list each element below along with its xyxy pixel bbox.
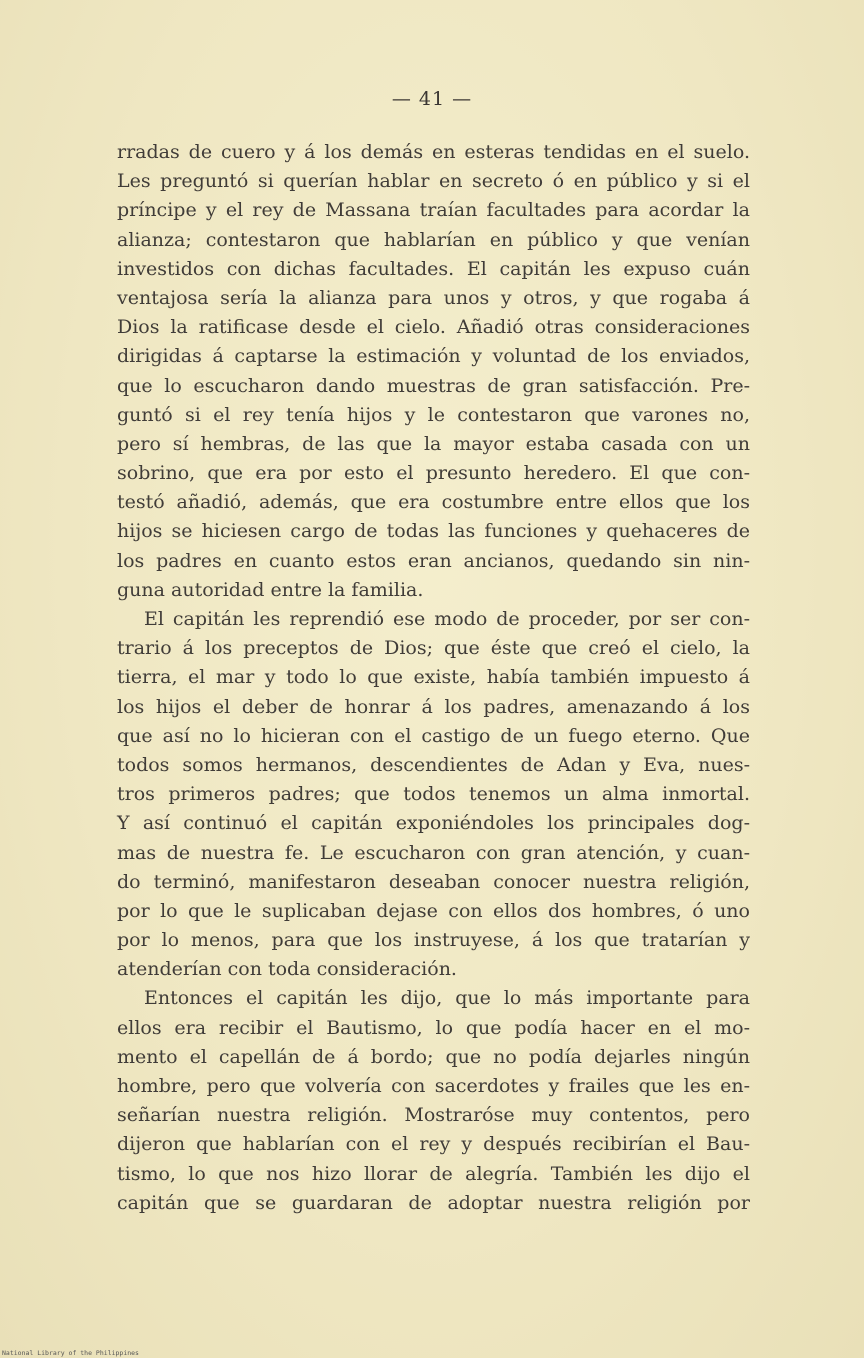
text-line: alianza; contestaron que hablarían en público y que venían [117,228,750,251]
text-line: do terminó, manifestaron deseaban conocer nuestra religión, [117,870,750,893]
text-line: Y así continuó el capitán exponiéndoles los principales dog- [117,812,750,835]
text-line: atenderían con toda consideración. [117,958,457,981]
text-line: por lo que le suplicaban dejase con ellos dos hombres, ó uno [117,899,750,922]
text-line: mento el capellán de á bordo; que no podía dejarles ningún [117,1045,750,1068]
text-line: rradas de cuero y á los demás en esteras tendidas en el suelo. [117,141,750,163]
text-line: investidos con dichas facultades. El capitán les expuso cuán [117,257,750,280]
text-line: por lo menos, para que los instruyese, á los que tratarían y [117,929,750,952]
text-line: ellos era recibir el Bautismo, lo que podía hacer en el mo- [117,1016,750,1039]
text-line: sobrino, que era por esto el presunto heredero. El que con- [117,462,750,485]
text-line: guntó si el rey tenía hijos y le contestaron que varones no, [117,403,750,426]
text-line: testó añadió, además, que era costumbre entre ellos que los [117,491,750,514]
text-line: que así no lo hicieran con el castigo de un fuego eterno. Que [117,724,750,747]
text-line: los hijos el deber de honrar á los padres, amenazando á los [117,695,750,718]
text-line: los padres en cuanto estos eran ancianos, quedando sin nin- [117,549,750,572]
text-line: tismo, lo que nos hizo llorar de alegría. También les dijo el [117,1162,750,1185]
text-line: guna autoridad entre la familia. [117,578,424,601]
body-text [117,138,750,1218]
text-line: trario á los preceptos de Dios; que éste que creó el cielo, la [117,637,750,660]
text-line: capitán que se guardaran de adoptar nuestra religión por [117,1191,750,1214]
text-line: que lo escucharon dando muestras de gran satisfacción. Pre- [117,374,750,397]
text-line: Entonces el capitán les dijo, que lo más importante para [144,987,750,1010]
text-line: mas de nuestra fe. Le escucharon con gran atención, y cuan- [117,841,750,864]
page-number: — 41 — [391,88,473,110]
text-line: príncipe y el rey de Massana traían facultades para acordar la [117,199,750,222]
text-line: El capitán les reprendió ese modo de proceder, por ser con- [144,608,750,630]
text-line: Dios la ratificase desde el cielo. Añadió otras consideraciones [117,316,750,339]
text-line: Les preguntó si querían hablar en secreto ó en público y si el [117,170,750,193]
text-line: tierra, el mar y todo lo que existe, había también impuesto á [117,666,750,689]
text-line: pero sí hembras, de las que la mayor estaba casada con un [117,432,750,455]
text-line: dirigidas á captarse la estimación y voluntad de los enviados, [117,345,750,368]
text-line: señarían nuestra religión. Mostraróse muy contentos, pero [117,1104,750,1127]
text-line: todos somos hermanos, descendientes de Adan y Eva, nues- [117,753,750,776]
text-line: tros primeros padres; que todos tenemos un alma inmortal. [117,783,750,806]
text-line: dijeron que hablarían con el rey y después recibirían el Bau- [117,1133,750,1156]
text-line: ventajosa sería la alianza para unos y otros, y que rogaba á [117,286,750,309]
text-line: hombre, pero que volvería con sacerdotes y frailes que les en- [117,1075,750,1097]
text-line: hijos se hiciesen cargo de todas las funciones y quehaceres de [117,520,750,543]
library-credit: National Library of the Philippines [2,1349,139,1357]
